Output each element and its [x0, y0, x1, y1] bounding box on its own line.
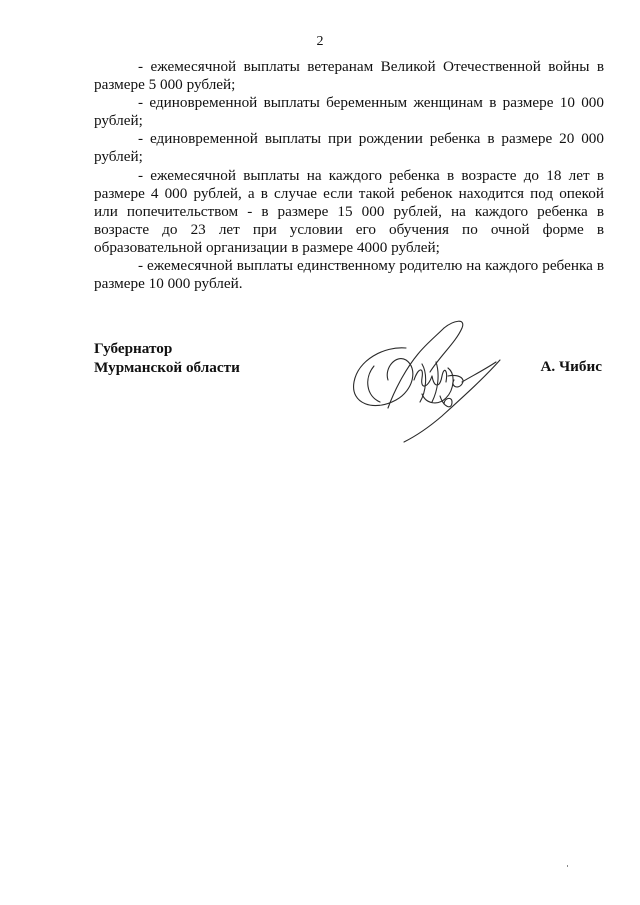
signer-title-line-2: Мурманской области	[94, 358, 240, 376]
page-number: 2	[316, 34, 324, 49]
scan-artifact	[567, 865, 568, 867]
paragraph-pregnant-payment: - единовременной выплаты беременным женщинам в размере 10 000 рублей;	[94, 94, 604, 130]
handwritten-signature-icon	[344, 316, 514, 456]
signer-name: А. Чибис	[540, 358, 602, 375]
paragraph-child-payment: - ежемесячной выплаты на каждого ребенка в возрасте до 18 лет в размере 4 000 рублей, а в случае если такой ребенок находится под опекой или попечительством - в размере 15 000 рублей, на каждого ребенка в возрасте до 23 лет при условии его обучения по очной форме в образовательной организации в размере 4000 рублей;	[94, 166, 604, 256]
signer-title-line-1: Губернатор	[94, 340, 173, 357]
paragraph-single-parent-payment: - ежемесячной выплаты единственному родителю на каждого ребенка в размере 10 000 рублей.	[94, 257, 604, 293]
signature-block	[94, 340, 604, 460]
body-text	[94, 58, 604, 293]
paragraph-birth-payment: - единовременной выплаты при рождении ребенка в размере 20 000 рублей;	[94, 130, 604, 166]
paragraph-veterans-payment: - ежемесячной выплаты ветеранам Великой Отечественной войны в размере 5 000 рублей;	[94, 58, 604, 94]
signer-title	[94, 340, 240, 377]
